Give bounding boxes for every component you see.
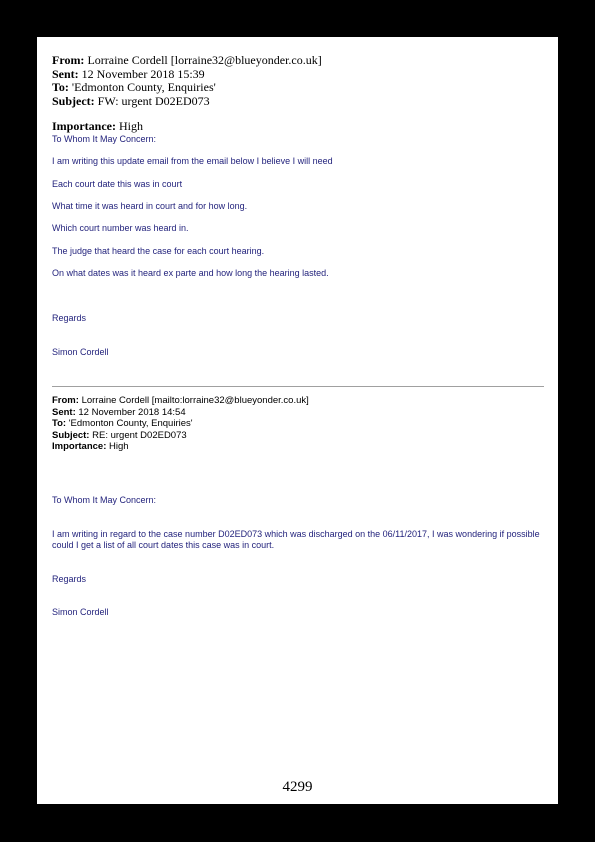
separator-line bbox=[52, 386, 544, 387]
to-line: To: 'Edmonton County, Enquiries' bbox=[52, 418, 193, 429]
sent-line: Sent: 12 November 2018 14:54 bbox=[52, 406, 186, 418]
body-line: Each court date this was in court bbox=[52, 179, 183, 189]
regards-line: Regards bbox=[52, 574, 87, 584]
subject-value: RE: urgent D02ED073 bbox=[92, 429, 187, 441]
body-line: On what dates was it heard ex parte and how long the hearing lasted. bbox=[52, 268, 329, 278]
from-value: Lorraine Cordell [mailto:lorraine32@blueyonder.co.uk] bbox=[81, 395, 309, 406]
subject-value: FW: urgent D02ED073 bbox=[97, 93, 210, 108]
sent-line: Sent: 12 November 2018 15:39 bbox=[52, 66, 205, 81]
subject-line: Subject: FW: urgent D02ED073 bbox=[52, 93, 210, 108]
importance-value: High bbox=[109, 441, 129, 452]
sent-value: 12 November 2018 14:54 bbox=[78, 406, 186, 418]
body-line: I am writing this update email from the email below I believe I will need bbox=[52, 156, 333, 166]
importance-value: High bbox=[118, 119, 143, 133]
sent-value: 12 November 2018 15:39 bbox=[81, 66, 205, 81]
to-value: 'Edmonton County, Enquiries' bbox=[68, 418, 193, 429]
email-header-forward bbox=[52, 54, 322, 134]
body-line: What time it was heard in court and for how long. bbox=[52, 201, 248, 211]
signature-line: Simon Cordell bbox=[52, 607, 109, 617]
signature-line: Simon Cordell bbox=[52, 347, 109, 357]
from-value: Lorraine Cordell [lorraine32@blueyonder.co.uk] bbox=[87, 53, 322, 67]
from-line: From: Lorraine Cordell [mailto:lorraine32@blueyonder.co.uk] bbox=[52, 395, 309, 406]
email-header-original bbox=[52, 395, 309, 453]
to-line: To: 'Edmonton County, Enquiries' bbox=[52, 80, 216, 94]
from-line: From: Lorraine Cordell [lorraine32@blueyonder.co.uk] bbox=[52, 53, 322, 67]
body-line: The judge that heard the case for each court hearing. bbox=[52, 246, 265, 256]
body-line: To Whom It May Concern: bbox=[52, 134, 157, 144]
body-line: To Whom It May Concern: bbox=[52, 495, 157, 505]
importance-line: Importance: High bbox=[52, 441, 129, 452]
page-number: 4299 bbox=[282, 779, 313, 795]
subject-line: Subject: RE: urgent D02ED073 bbox=[52, 429, 187, 441]
importance-line: Importance: High bbox=[52, 119, 143, 133]
regards-line: Regards bbox=[52, 313, 87, 323]
document-page bbox=[37, 37, 558, 804]
to-value: 'Edmonton County, Enquiries' bbox=[71, 80, 216, 94]
body-paragraph: I am writing in regard to the case number D02ED073 which was discharged on the 06/11/2017, I was wondering if possible could I get a list of all court dates this case was in court. bbox=[52, 529, 540, 550]
body-line: Which court number was heard in. bbox=[52, 223, 189, 233]
